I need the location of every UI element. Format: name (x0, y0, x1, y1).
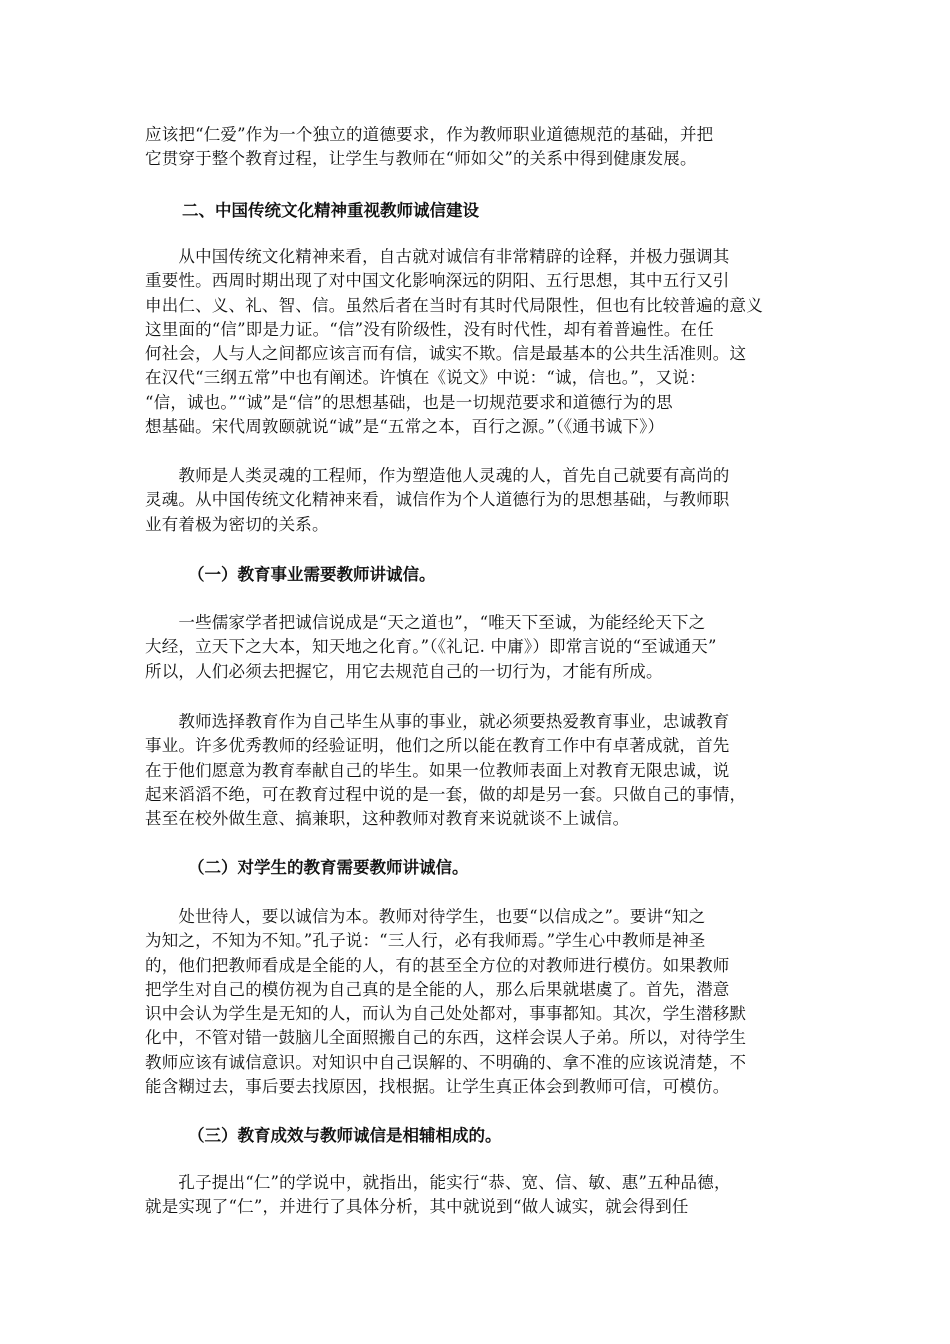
text-line: 起来滔滔不绝，可在教育过程中说的是一套，做的却是另一套。只做自己的事情， (145, 784, 747, 804)
paragraph-ren (145, 1171, 815, 1220)
text-line: 的，他们把教师看成是全能的人，有的甚至全方位的对教师进行模仿。如果教师 (145, 955, 730, 975)
text-line: 大经，立天下之大本，知天地之化育。”（《礼记. 中庸》）即常言说的“至诚通天” (145, 637, 717, 657)
text-line: 想基础。宋代周敦颐就说“诚”是“五常之本，百行之源。”（《通书诚下》） (145, 417, 665, 437)
text-line: 教师选择教育作为自己毕生从事的事业，就必须要热爱教育事业，忠诚教育 (145, 712, 730, 731)
text-line: 甚至在校外做生意、搞兼职，这种教师对教育来说就谈不上诚信。 (145, 809, 630, 829)
text-line: 能含糊过去，事后要去找原因，找根据。让学生真正体会到教师可信，可模仿。 (145, 1077, 730, 1097)
text-line: 教师应该有诚信意识。对知识中自己误解的、不明确的、拿不准的应该说清楚，不 (145, 1052, 747, 1072)
paragraph-confucian (145, 611, 815, 684)
section-heading-2: 二、中国传统文化精神重视教师诚信建设 (182, 201, 479, 220)
paragraph-career (145, 710, 815, 831)
text-line: 何社会，人与人之间都应该言而有信，诚实不欺。信是最基本的公共生活准则。这 (145, 344, 747, 364)
text-line: 识中会认为学生是无知的人，而认为自己处处都对，事事都知。其次，学生潜移默 (145, 1004, 747, 1024)
subsection-heading-2: （二）对学生的教育需要教师讲诚信。 (188, 858, 469, 877)
text-line: 处世待人，要以诚信为本。教师对待学生，也要“以信成之”。要讲“知之 (145, 907, 706, 926)
text-line: 它贯穿于整个教育过程，让学生与教师在“师如父”的关系中得到健康发展。 (145, 149, 697, 169)
text-line: 就是实现了“仁”，并进行了具体分析，其中就说到“做人诚实，就会得到任 (145, 1197, 689, 1217)
text-line: 一些儒家学者把诚信说成是“天之道也”，“唯天下至诚，为能经纶天下之 (145, 613, 706, 632)
paragraph-teacher-soul (145, 464, 815, 537)
text-line: 这里面的“信”即是力证。“信”没有阶级性，没有时代性，却有着普遍性。在任 (145, 319, 714, 339)
text-line: 重要性。西周时期出现了对中国文化影响深远的阴阳、五行思想，其中五行又引 (145, 271, 730, 291)
subsection-heading-1: （一）教育事业需要教师讲诚信。 (188, 565, 436, 584)
paragraph-renai (145, 123, 815, 172)
text-line: 应该把“仁爱”作为一个独立的道德要求，作为教师职业道德规范的基础，并把 (145, 125, 714, 144)
text-line: 化中，不管对错一鼓脑儿全面照搬自己的东西，这样会误人子弟。所以，对待学生 (145, 1028, 747, 1048)
text-line: 把学生对自己的模仿视为自己真的是全能的人，那么后果就堪虞了。首先，潜意 (145, 979, 730, 999)
text-line: 教师是人类灵魂的工程师，作为塑造他人灵魂的人，首先自己就要有高尚的 (145, 466, 730, 485)
text-line: 为知之，不知为不知。”孔子说：“三人行，必有我师焉。”学生心中教师是神圣 (145, 931, 706, 951)
text-line: 孔子提出“仁”的学说中，就指出，能实行“恭、宽、信、敏、惠”五种品德， (145, 1173, 731, 1192)
text-line: 所以，人们必须去把握它，用它去规范自己的一切行为，才能有所成。 (145, 661, 663, 681)
paragraph-tradition (145, 245, 815, 439)
text-line: 在于他们愿意为教育奉献自己的毕生。如果一位教师表面上对教育无限忠诚，说 (145, 760, 730, 780)
text-line: “信，诚也。”“诚”是“信”的思想基础，也是一切规范要求和道德行为的思 (145, 392, 673, 412)
text-line: 灵魂。从中国传统文化精神来看，诚信作为个人道德行为的思想基础，与教师职 (145, 490, 730, 510)
subsection-heading-3: （三）教育成效与教师诚信是相辅相成的。 (188, 1126, 502, 1145)
text-line: 申出仁、义、礼、智、信。虽然后者在当时有其时代局限性，但也有比较普遍的意义 (145, 295, 763, 315)
text-line: 业有着极为密切的关系。 (145, 514, 329, 534)
text-line: 事业。许多优秀教师的经验证明，他们之所以能在教育工作中有卓著成就，首先 (145, 736, 730, 756)
text-line: 从中国传统文化精神来看，自古就对诚信有非常精辟的诠释，并极力强调其 (145, 247, 730, 266)
paragraph-students (145, 905, 815, 1099)
text-line: 在汉代“三纲五常”中也有阐述。许慎在《说文》中说：“诚，信也。”，又说： (145, 368, 706, 388)
